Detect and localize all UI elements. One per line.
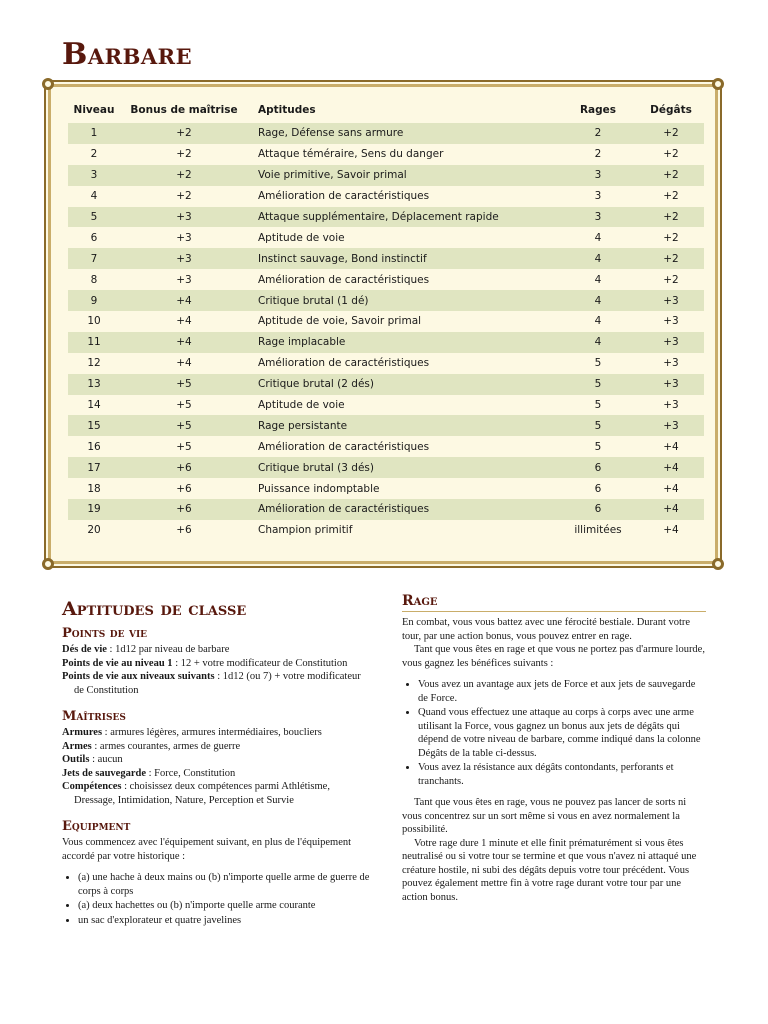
cell-degats: +2: [663, 190, 679, 203]
maitrise-value: : armures légères, armures intermédiaires, boucliers: [102, 727, 322, 738]
cell-degats: +4: [638, 499, 704, 520]
frame-corner-ornament: [712, 558, 724, 570]
cell-bonus: +3: [120, 248, 248, 269]
cell-rages: 5: [558, 415, 638, 436]
right-column: [402, 592, 706, 904]
cell-aptitudes: Amélioration de caractéristiques: [258, 440, 430, 453]
cell-aptitudes: Rage implacable: [248, 332, 558, 353]
maitrises-heading: Maîtrises: [62, 709, 126, 724]
table-body: [68, 123, 704, 541]
pv-value: : 12 + votre modificateur de Constitution: [172, 657, 348, 669]
table-row: [68, 269, 704, 290]
maitrise-value: : aucun: [89, 754, 123, 765]
cell-rages: 4: [558, 332, 638, 353]
cell-aptitudes: Amélioration de caractéristiques: [258, 273, 430, 286]
pv-key: Points de vie au niveau 1: [62, 657, 173, 669]
frame-corner-ornament: [42, 78, 54, 90]
header-rages: Rages: [579, 104, 617, 116]
cell-bonus: +2: [120, 165, 248, 186]
cell-aptitudes: Champion primitif: [258, 524, 353, 537]
cell-niveau: 3: [68, 165, 120, 186]
cell-niveau: 4: [90, 190, 98, 203]
cell-niveau: 8: [90, 273, 98, 286]
cell-rages: 5: [558, 374, 638, 395]
header-niveau: Niveau: [73, 104, 115, 116]
cell-rages: 5: [594, 399, 602, 412]
cell-degats: +3: [638, 332, 704, 353]
cell-niveau: 14: [87, 399, 101, 412]
maitrise-item: [62, 740, 372, 754]
cell-degats: +3: [638, 415, 704, 436]
cell-niveau: 10: [87, 315, 101, 328]
cell-aptitudes: Instinct sauvage, Bond instinctif: [248, 248, 558, 269]
pv-value: : 1d12 par niveau de barbare: [106, 644, 230, 655]
cell-bonus: +4: [176, 357, 192, 370]
table-row: [68, 415, 704, 436]
cell-rages: 4: [594, 315, 602, 328]
pv-key: Points de vie aux niveaux suivants: [62, 671, 215, 682]
cell-bonus: +2: [120, 123, 248, 144]
rage-paragraph: Tant que vous êtes en rage, vous ne pouvez pas lancer de sorts ni vous concentrez sur un sort même si vous en avez normalement la possibilité.: [402, 797, 687, 835]
cell-niveau: 2: [90, 148, 98, 161]
cell-bonus: +5: [120, 374, 248, 395]
list-item: • Quand vous effectuez une attaque au corps à corps avec une arme utilisant la Force, vous gagnez un bonus aux jets de dégâts qui dépend de votre niveau de barbare, comme indiqué dans la colonne Dégâts de la table ci-dessus.: [418, 706, 706, 760]
cell-bonus: +3: [120, 207, 248, 228]
table-row: [68, 227, 704, 248]
cell-degats: +3: [663, 399, 679, 412]
cell-degats: +3: [638, 374, 704, 395]
cell-bonus: +6: [120, 499, 248, 520]
cell-aptitudes: Attaque supplémentaire, Déplacement rapide: [248, 207, 558, 228]
cell-bonus: +2: [176, 148, 192, 161]
cell-aptitudes: Amélioration de caractéristiques: [248, 499, 558, 520]
cell-bonus: +3: [176, 231, 192, 244]
cell-aptitudes: Aptitude de voie: [258, 399, 345, 412]
cell-bonus: +4: [120, 290, 248, 311]
cell-bonus: +3: [176, 273, 192, 286]
cell-niveau: 20: [87, 524, 101, 537]
maitrise-key: Jets de sauvegarde: [62, 767, 146, 779]
maitrise-key: Armes: [62, 740, 92, 752]
cell-bonus: +6: [176, 482, 192, 495]
cell-aptitudes: Critique brutal (3 dés): [248, 457, 558, 478]
maitrise-key: Outils: [62, 754, 90, 765]
pv-item: [62, 657, 372, 671]
equipement-list: [62, 871, 372, 927]
maitrise-key: Armures: [62, 727, 103, 738]
table-row: [68, 248, 704, 269]
header-bonus: Bonus de maîtrise: [130, 104, 238, 116]
table-row: [68, 207, 704, 228]
cell-niveau: 15: [68, 415, 120, 436]
cell-degats: +3: [638, 290, 704, 311]
table-header-row: [68, 97, 704, 123]
table-row: [68, 353, 704, 374]
cell-niveau: 9: [68, 290, 120, 311]
cell-degats: +2: [663, 231, 679, 244]
cell-bonus: +5: [176, 399, 192, 412]
frame-corner-ornament: [712, 78, 724, 90]
rage-paragraph: En combat, vous vous battez avec une férocité bestiale. Durant votre tour, par une action bonus, vous pouvez entrer en rage.: [402, 617, 691, 642]
aptitudes-heading: Aptitudes de classe: [62, 598, 247, 620]
cell-aptitudes: Amélioration de caractéristiques: [258, 190, 430, 203]
header-degats: Dégâts: [650, 104, 692, 116]
cell-rages: 6: [594, 482, 602, 495]
table-row: [68, 374, 704, 395]
table-row: [68, 520, 704, 541]
cell-bonus: +5: [176, 440, 192, 453]
cell-rages: 6: [558, 457, 638, 478]
cell-degats: +2: [638, 248, 704, 269]
cell-bonus: +6: [176, 524, 192, 537]
frame-corner-ornament: [42, 558, 54, 570]
cell-degats: +2: [663, 148, 679, 161]
cell-niveau: 1: [68, 123, 120, 144]
table-row: [68, 186, 704, 207]
cell-degats: +2: [638, 123, 704, 144]
level-table-frame: [48, 84, 718, 564]
cell-niveau: 18: [87, 482, 101, 495]
cell-rages: 4: [558, 290, 638, 311]
cell-rages: 3: [558, 165, 638, 186]
cell-niveau: 7: [68, 248, 120, 269]
maitrise-item: [62, 753, 372, 767]
cell-rages: 5: [594, 357, 602, 370]
cell-aptitudes: Rage, Défense sans armure: [248, 123, 558, 144]
pv-key: Dés de vie: [62, 644, 107, 655]
page-title: Barbare: [62, 37, 193, 72]
cell-niveau: 19: [68, 499, 120, 520]
cell-rages: 4: [594, 273, 602, 286]
maitrise-item: [62, 726, 372, 740]
table-row: [68, 478, 704, 499]
maitrise-value: : Force, Constitution: [146, 767, 236, 779]
rage-paragraph: Tant que vous êtes en rage et que vous ne portez pas d'armure lourde, vous gagnez les bénéfices suivants :: [402, 644, 705, 669]
cell-aptitudes: Aptitude de voie: [258, 231, 345, 244]
table-row: [68, 144, 704, 165]
list-item: • un sac d'explorateur et quatre javelines: [78, 914, 372, 928]
table-row: [68, 457, 704, 478]
cell-rages: 3: [558, 207, 638, 228]
maitrises-list: [62, 726, 372, 807]
cell-bonus: +4: [176, 315, 192, 328]
cell-aptitudes: Critique brutal (1 dé): [248, 290, 558, 311]
table-row: [68, 436, 704, 457]
list-item: • Vous avez un avantage aux jets de Force et aux jets de sauvegarde de Force.: [418, 678, 706, 705]
cell-niveau: 5: [68, 207, 120, 228]
cell-niveau: 6: [90, 231, 98, 244]
equipement-heading: Equipment: [62, 819, 131, 834]
cell-rages: 6: [558, 499, 638, 520]
cell-degats: +4: [663, 440, 679, 453]
cell-niveau: 17: [68, 457, 120, 478]
maitrise-key: Compétences: [62, 781, 122, 792]
cell-degats: +3: [663, 315, 679, 328]
pv-item: [62, 670, 372, 697]
pv-value: : 1d12 (ou 7) + votre modificateur de Constitution: [74, 671, 361, 696]
level-table: [68, 97, 704, 541]
cell-degats: +2: [638, 207, 704, 228]
cell-niveau: 12: [87, 357, 101, 370]
cell-aptitudes: Attaque téméraire, Sens du danger: [258, 148, 444, 161]
cell-niveau: 16: [87, 440, 101, 453]
pv-list: [62, 643, 372, 697]
cell-rages: 2: [558, 123, 638, 144]
table-row: [68, 499, 704, 520]
rage-heading: Rage: [402, 592, 706, 612]
cell-degats: +4: [663, 482, 679, 495]
list-item: • (a) une hache à deux mains ou (b) n'importe quelle arme de guerre de corps à corps: [78, 871, 372, 898]
table-row: [68, 123, 704, 144]
cell-niveau: 13: [68, 374, 120, 395]
cell-degats: +3: [663, 357, 679, 370]
header-aptitudes: Aptitudes: [258, 104, 316, 116]
table-row: [68, 311, 704, 332]
cell-rages: 2: [594, 148, 602, 161]
cell-degats: +4: [663, 524, 679, 537]
table-row: [68, 290, 704, 311]
cell-aptitudes: Puissance indomptable: [258, 482, 380, 495]
cell-niveau: 11: [68, 332, 120, 353]
table-row: [68, 395, 704, 416]
cell-degats: +2: [663, 273, 679, 286]
rage-paragraph: Votre rage dure 1 minute et elle finit prématurément si vous êtes neutralisé ou si votre tour se termine et que vous n'avez ni attaqué une créature hostile, ni subi des dégâts depuis votre tour précédent. Vous pouvez également mettre fin à votre rage durant votre tour par une action bonus.: [402, 837, 697, 903]
cell-rages: illimitées: [574, 524, 622, 537]
equipement-intro: Vous commencez avec l'équipement suivant, en plus de l'équipement accordé par votre historique :: [62, 837, 352, 862]
maitrise-value: : armes courantes, armes de guerre: [91, 740, 241, 752]
maitrise-item: [62, 767, 372, 781]
cell-aptitudes: Aptitude de voie, Savoir primal: [258, 315, 422, 328]
cell-bonus: +2: [176, 190, 192, 203]
rage-benefits-list: [402, 678, 706, 788]
cell-rages: 5: [594, 440, 602, 453]
maitrise-item: [62, 780, 372, 807]
cell-degats: +4: [638, 457, 704, 478]
cell-aptitudes: Rage persistante: [248, 415, 558, 436]
table-row: [68, 332, 704, 353]
cell-rages: 4: [558, 248, 638, 269]
list-item: • Vous avez la résistance aux dégâts contondants, perforants et tranchants.: [418, 761, 706, 788]
cell-rages: 3: [594, 190, 602, 203]
cell-bonus: +4: [120, 332, 248, 353]
table-row: [68, 165, 704, 186]
list-item: • (a) deux hachettes ou (b) n'importe quelle arme courante: [78, 899, 372, 913]
cell-aptitudes: Voie primitive, Savoir primal: [248, 165, 558, 186]
cell-bonus: +5: [120, 415, 248, 436]
cell-degats: +2: [638, 165, 704, 186]
maitrise-value: : choisissez deux compétences parmi Athlétisme, Dressage, Intimidation, Nature, Perception et Survie: [74, 781, 330, 806]
left-column: [62, 598, 372, 935]
cell-aptitudes: Amélioration de caractéristiques: [258, 357, 430, 370]
pv-item: [62, 643, 372, 657]
cell-aptitudes: Critique brutal (2 dés): [248, 374, 558, 395]
pv-heading: Points de vie: [62, 626, 148, 641]
cell-bonus: +6: [120, 457, 248, 478]
cell-rages: 4: [594, 231, 602, 244]
